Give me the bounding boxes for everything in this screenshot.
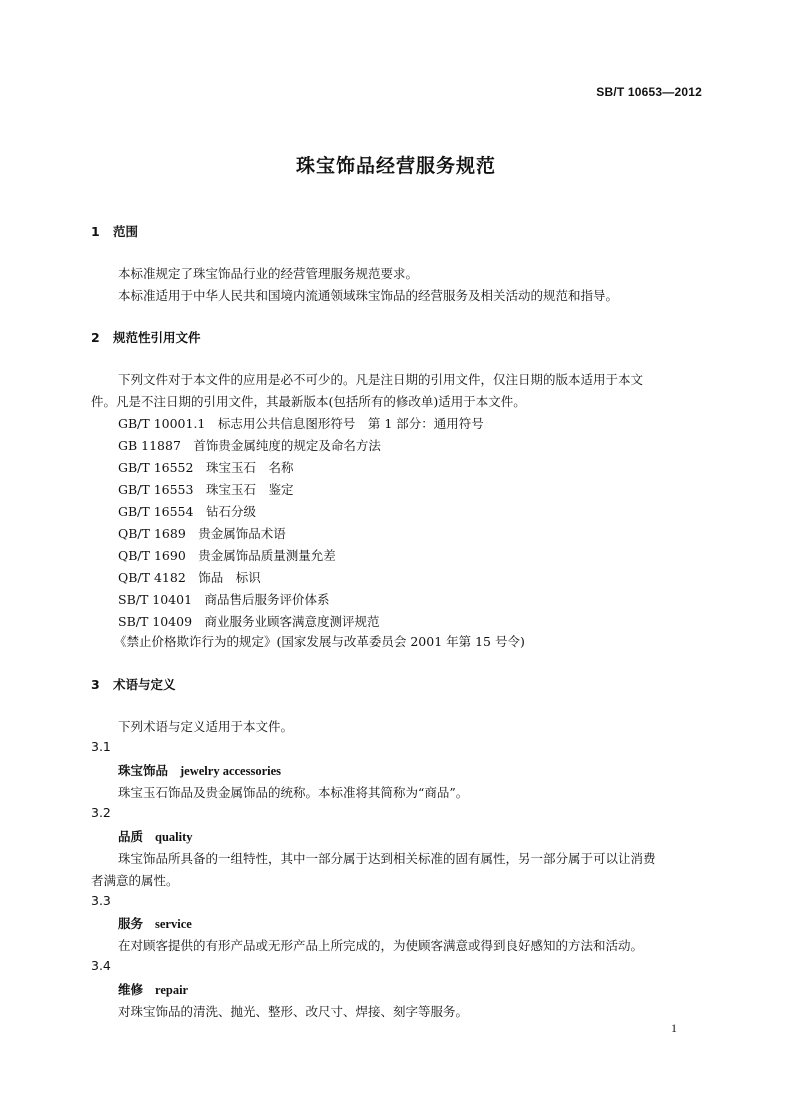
term-number: 3.2 [91,805,111,820]
paragraph-continuation: 件。凡是不注日期的引用文件，其最新版本(包括所有的修改单)适用于本文件。 [91,394,526,409]
term-number: 3.1 [91,739,111,754]
paragraph: 本标准适用于中华人民共和国境内流通领域珠宝饰品的经营服务及相关活动的规范和指导。 [118,288,619,303]
reference-item: 《禁止价格欺诈行为的规定》(国家发展与改革委员会 2001 年第 15 号令) [114,634,525,649]
term-chinese: 品质 [118,829,144,844]
reference-item: GB/T 16552 珠宝玉石 名称 [118,460,294,475]
reference-item: GB/T 16554 钻石分级 [118,504,256,519]
term-definition-continuation: 者满意的属性。 [91,873,179,888]
term-heading [118,761,281,779]
reference-item: QB/T 4182 饰品 标识 [118,570,261,585]
reference-item: QB/T 1690 贵金属饰品质量测量允差 [118,548,336,563]
section-2-heading [91,328,201,346]
term-heading [118,980,188,998]
term-definition: 在对顾客提供的有形产品或无形产品上所完成的，为使顾客满意或得到良好感知的方法和活动。 [118,938,644,953]
paragraph: 下列文件对于本文件的应用是必不可少的。凡是注日期的引用文件，仅注日期的版本适用于本文 [118,372,644,387]
term-chinese: 服务 [118,916,144,931]
section-title: 术语与定义 [113,677,176,692]
term-definition: 珠宝饰品所具备的一组特性，其中一部分属于达到相关标准的固有属性，另一部分属于可以让消费 [118,851,656,866]
term-english: quality [155,830,193,844]
section-number: 1 [91,224,100,239]
standard-number: SB/T 10653—2012 [596,85,702,99]
term-heading [118,914,192,932]
term-english: jewelry accessories [180,764,282,778]
term-english: service [155,917,192,931]
section-title: 范围 [113,224,139,239]
reference-item: SB/T 10409 商业服务业顾客满意度测评规范 [118,614,380,629]
section-number: 2 [91,330,100,345]
section-number: 3 [91,677,100,692]
document-title: 珠宝饰品经营服务规范 [295,155,496,177]
term-chinese: 珠宝饰品 [118,763,169,778]
term-heading [118,827,193,845]
reference-item: QB/T 1689 贵金属饰品术语 [118,526,286,541]
page-number: 1 [671,1021,677,1035]
term-chinese: 维修 [118,982,144,997]
term-definition: 对珠宝饰品的清洗、抛光、整形、改尺寸、焊接、刻字等服务。 [118,1004,469,1019]
term-number: 3.3 [91,893,111,908]
section-title: 规范性引用文件 [113,330,201,345]
reference-item: SB/T 10401 商品售后服务评价体系 [118,592,330,607]
paragraph: 下列术语与定义适用于本文件。 [118,719,294,734]
reference-item: GB 11887 首饰贵金属纯度的规定及命名方法 [118,438,381,453]
section-1-heading [91,222,138,240]
section-3-heading [91,675,176,693]
paragraph: 本标准规定了珠宝饰品行业的经营管理服务规范要求。 [118,266,419,281]
term-definition: 珠宝玉石饰品及贵金属饰品的统称。本标准将其简称为“商品”。 [118,785,469,800]
reference-item: GB/T 16553 珠宝玉石 鉴定 [118,482,294,497]
term-english: repair [155,983,189,997]
reference-item: GB/T 10001.1 标志用公共信息图形符号 第 1 部分：通用符号 [118,416,484,431]
term-number: 3.4 [91,958,111,973]
